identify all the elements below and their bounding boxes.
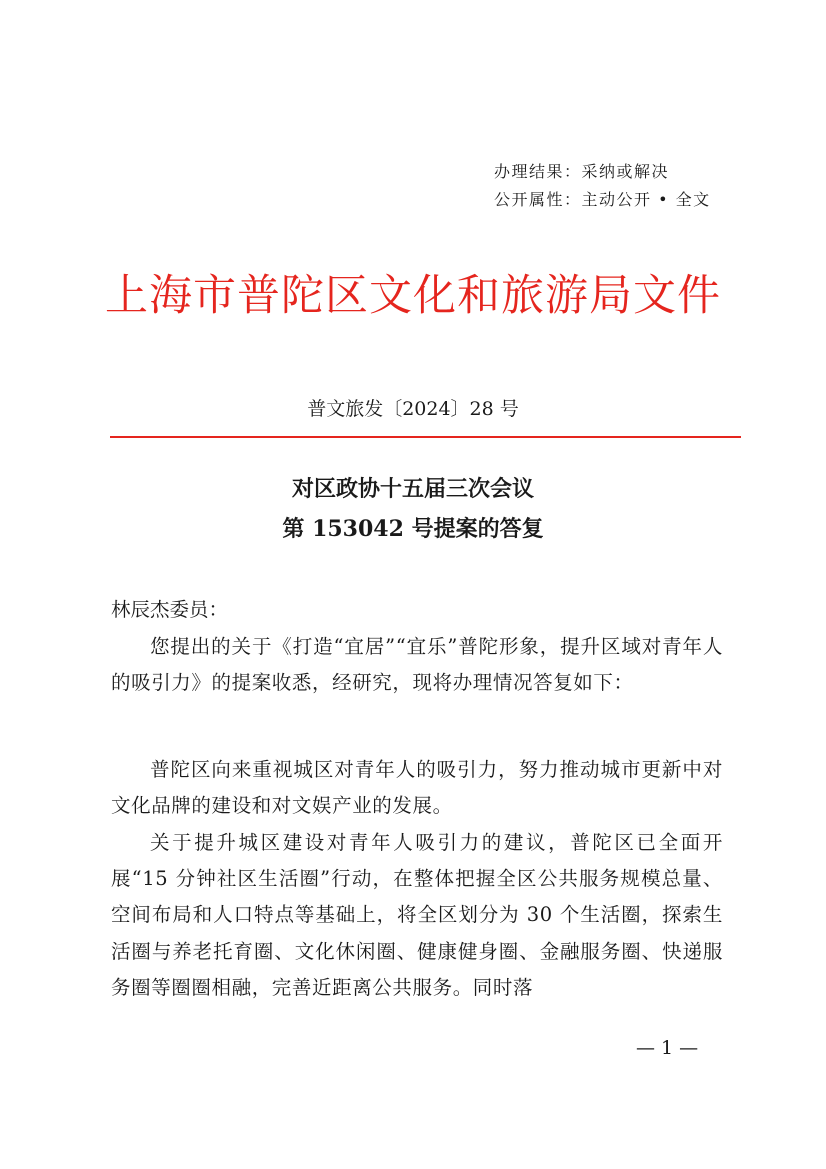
page-number: — 1 — bbox=[636, 1037, 699, 1059]
document-title-line-2: 第 153042 号提案的答复 bbox=[282, 516, 544, 542]
document-title-line-1: 对区政协十五届三次会议 bbox=[291, 476, 534, 502]
body-paragraph-3: 关于提升城区建设对青年人吸引力的建议，普陀区已全面开展“15 分钟社区生活圈”行动，在整体把握全区公共服务规模总量、空间布局和人口特点等基础上，将全区划分为 30 个生活圈，探索生活圈与养老托育圈、文化休闲圈、健康健身圈、金融服务圈、快递服务圈等圈圈相融，完善近距离公共服务。同时落 bbox=[111, 831, 723, 999]
body-paragraph-1: 您提出的关于《打造“宜居”“宜乐”普陀形象，提升区域对青年人的吸引力》的提案收悉，经研究，现将办理情况答复如下： bbox=[111, 635, 723, 695]
issuing-organization-title: 上海市普陀区文化和旅游局文件 bbox=[105, 271, 721, 321]
red-separator-line bbox=[110, 436, 741, 438]
body-paragraph-2: 普陀区向来重视城区对青年人的吸引力，努力推动城市更新中对文化品牌的建设和对文娱产业的发展。 bbox=[111, 758, 723, 818]
disclosure-attribute: 公开属性：主动公开 • 全文 bbox=[494, 190, 711, 209]
handling-result: 办理结果：采纳或解决 bbox=[494, 162, 670, 181]
salutation: 林辰杰委员： bbox=[111, 598, 229, 621]
document-number: 普文旅发〔2024〕28 号 bbox=[307, 398, 519, 420]
